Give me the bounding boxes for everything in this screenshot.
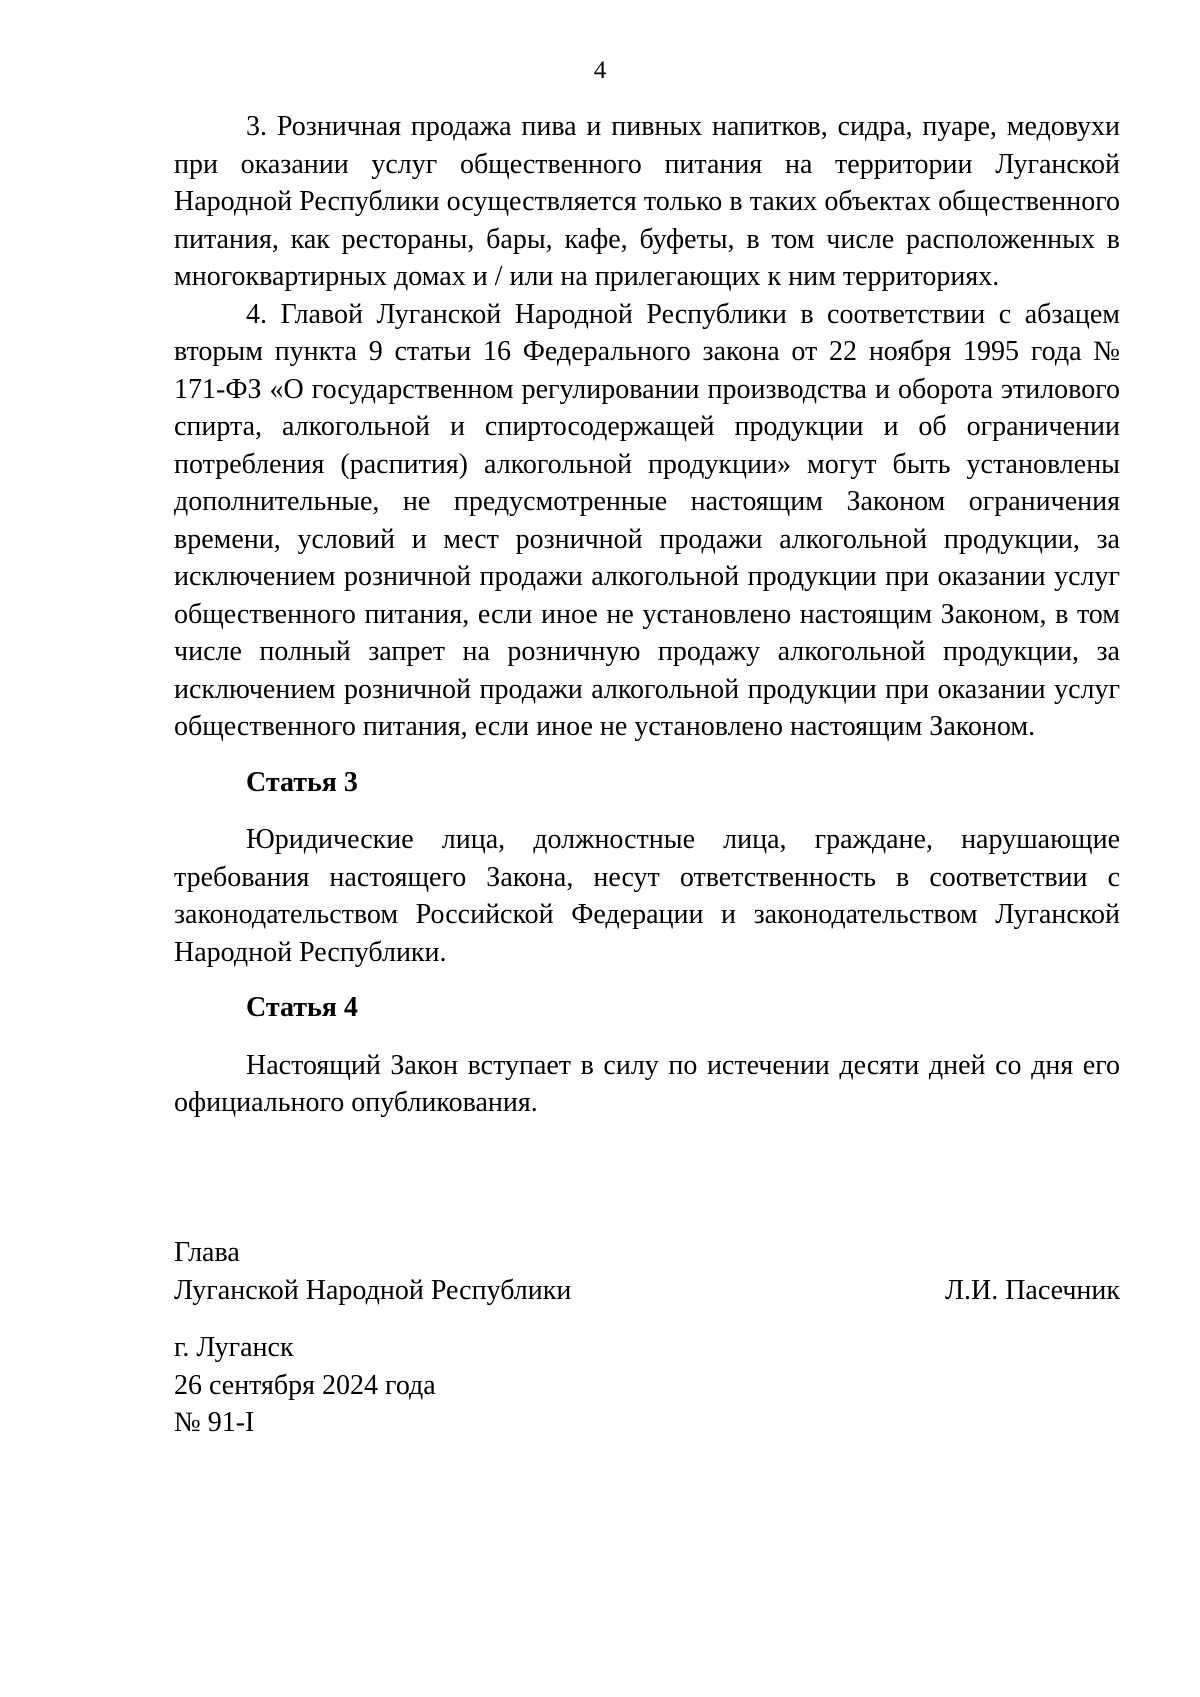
date: 26 сентября 2024 года [174,1369,436,1401]
signature-block [174,1234,1120,1309]
page-number: 4 [593,57,607,84]
article3-heading: Статья 3 [246,766,358,798]
article4-heading: Статья 4 [246,992,358,1023]
city: г. Луганск [174,1332,294,1363]
article2-item3: 3. Розничная продажа пива и пивных напитков, сидра, пуаре, медовухи при оказании услуг общественного питания на территории Луганской Народной Республики осуществляется только в таких объектах общественного питания, как рестораны, бары, кафе, буфеты, в том числе расположенных в многоквартирных домах и / или на прилегающих к ним территориях. [174,111,1120,292]
signatory-title-line2: Луганской Народной Республики [174,1274,572,1306]
place-date-block [174,1329,436,1442]
article4-text: Настоящий Закон вступает в силу по истечении десяти дней со дня его официального опубликования. [174,1049,1120,1118]
signatory-name: Л.И. Пасечник [944,1274,1120,1306]
law-text [174,108,1120,1122]
signatory-title-line1: Глава [174,1237,240,1268]
law-number: № 91-I [174,1407,255,1438]
article3-text: Юридические лица, должностные лица, граждане, нарушающие требования настоящего Закона, несут ответственность в соответствии с законодательством Российской Федерации и законодательством Луганской Народной Республики. [174,824,1120,968]
article2-item4: 4. Главой Луганской Народной Республики в соответствии с абзацем вторым пункта 9 статьи 16 Федерального закона от 22 ноября 1995 года № 171-ФЗ «О государственном регулировании производства и оборота этилового спирта, алкогольной и спиртосодержащей продукции и об ограничении потребления (распития) алкогольной продукции» могут быть установлены дополнительные, не предусмотренные настоящим Законом ограничения времени, условий и мест розничной продажи алкогольной продукции, за исключением розничной продажи алкогольной продукции при оказании услуг общественного питания, если иное не установлено настоящим Законом, в том числе полный запрет на розничную продажу алкогольной продукции, за исключением розничной продажи алкогольной продукции при оказании услуг общественного питания, если иное не установлено настоящим Законом. [174,298,1120,742]
